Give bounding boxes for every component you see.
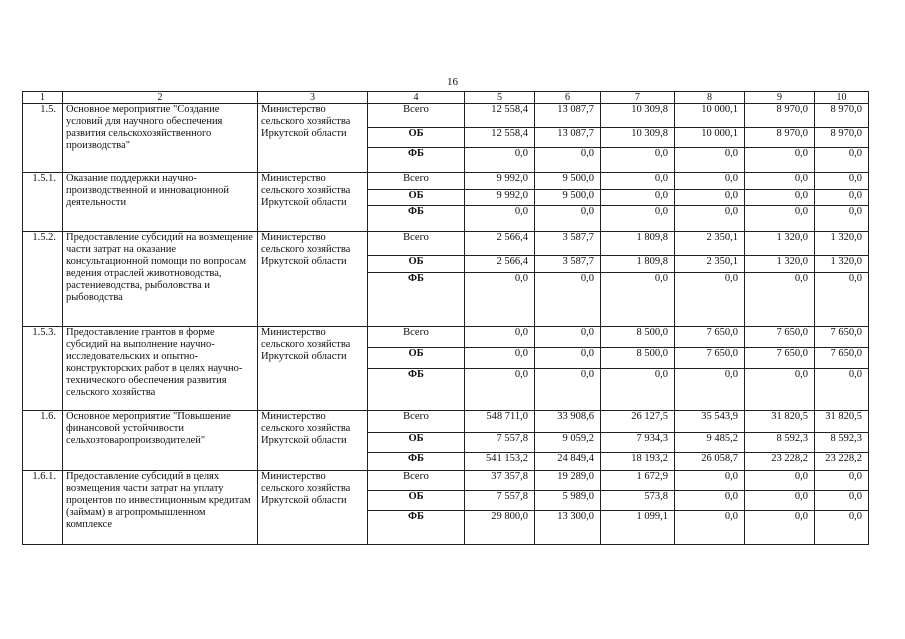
funding-source: ФБ: [368, 148, 465, 173]
value-cell: 1 320,0: [815, 232, 869, 256]
value-cell: 0,0: [675, 511, 745, 545]
value-cell: 0,0: [535, 273, 601, 327]
header-cell: 2: [63, 92, 258, 104]
item-executor: Министерство сельского хозяйства Иркутской области: [258, 232, 368, 327]
header-cell: 8: [675, 92, 745, 104]
funding-source: Всего: [368, 327, 465, 348]
value-cell: 0,0: [675, 273, 745, 327]
header-cell: 9: [745, 92, 815, 104]
value-cell: 0,0: [535, 348, 601, 369]
header-cell: 4: [368, 92, 465, 104]
value-cell: 26 058,7: [675, 453, 745, 471]
header-cell: 1: [23, 92, 63, 104]
value-cell: 0,0: [465, 369, 535, 411]
value-cell: 13 300,0: [535, 511, 601, 545]
value-cell: 8 970,0: [745, 128, 815, 148]
value-cell: 9 992,0: [465, 190, 535, 206]
table-row: [23, 411, 869, 433]
header-cell: 10: [815, 92, 869, 104]
value-cell: 8 592,3: [745, 433, 815, 453]
value-cell: 0,0: [535, 327, 601, 348]
value-cell: 37 357,8: [465, 471, 535, 491]
funding-source: ОБ: [368, 190, 465, 206]
value-cell: 0,0: [675, 471, 745, 491]
value-cell: 2 566,4: [465, 232, 535, 256]
value-cell: 0,0: [535, 148, 601, 173]
value-cell: 8 500,0: [601, 348, 675, 369]
item-name: Оказание поддержки научно-производственной и инновационной деятельности: [63, 173, 258, 232]
value-cell: 33 908,6: [535, 411, 601, 433]
value-cell: 10 000,1: [675, 104, 745, 128]
funding-source: Всего: [368, 173, 465, 190]
value-cell: 3 587,7: [535, 232, 601, 256]
value-cell: 8 970,0: [815, 104, 869, 128]
value-cell: 7 934,3: [601, 433, 675, 453]
value-cell: 0,0: [465, 273, 535, 327]
funding-source: ФБ: [368, 453, 465, 471]
funding-source: ФБ: [368, 273, 465, 327]
value-cell: 7 557,8: [465, 491, 535, 511]
value-cell: 0,0: [675, 369, 745, 411]
value-cell: 548 711,0: [465, 411, 535, 433]
value-cell: 1 320,0: [745, 232, 815, 256]
header-cell: 3: [258, 92, 368, 104]
value-cell: 3 587,7: [535, 256, 601, 273]
funding-source: ОБ: [368, 128, 465, 148]
value-cell: 0,0: [815, 173, 869, 190]
value-cell: 0,0: [815, 369, 869, 411]
value-cell: 9 485,2: [675, 433, 745, 453]
program-table: [22, 91, 869, 545]
value-cell: 8 592,3: [815, 433, 869, 453]
value-cell: 0,0: [601, 148, 675, 173]
value-cell: 9 059,2: [535, 433, 601, 453]
item-name: Предоставление грантов в форме субсидий на выполнение научно-исследовательских и опытно-конструкторских работ в целях научно-технического обеспечения развития сельского хозяйства: [63, 327, 258, 411]
value-cell: 1 809,8: [601, 256, 675, 273]
item-code: 1.6.1.: [23, 471, 63, 545]
funding-source: ОБ: [368, 348, 465, 369]
value-cell: 573,8: [601, 491, 675, 511]
header-row: [23, 92, 869, 104]
value-cell: 23 228,2: [815, 453, 869, 471]
value-cell: 0,0: [745, 206, 815, 232]
value-cell: 24 849,4: [535, 453, 601, 471]
value-cell: 9 500,0: [535, 173, 601, 190]
value-cell: 10 000,1: [675, 128, 745, 148]
value-cell: 0,0: [815, 206, 869, 232]
header-cell: 5: [465, 92, 535, 104]
funding-source: ФБ: [368, 206, 465, 232]
value-cell: 0,0: [745, 148, 815, 173]
value-cell: 23 228,2: [745, 453, 815, 471]
item-code: 1.5.2.: [23, 232, 63, 327]
value-cell: 0,0: [601, 206, 675, 232]
item-executor: Министерство сельского хозяйства Иркутской области: [258, 104, 368, 173]
item-name: Основное мероприятие "Повышение финансовой устойчивости сельхозтоваропроизводителей": [63, 411, 258, 471]
item-executor: Министерство сельского хозяйства Иркутской области: [258, 411, 368, 471]
item-code: 1.5.: [23, 104, 63, 173]
value-cell: 1 099,1: [601, 511, 675, 545]
value-cell: 9 992,0: [465, 173, 535, 190]
table-row: [23, 232, 869, 256]
value-cell: 7 650,0: [815, 327, 869, 348]
item-code: 1.5.3.: [23, 327, 63, 411]
funding-source: ОБ: [368, 433, 465, 453]
value-cell: 7 650,0: [675, 327, 745, 348]
value-cell: 7 650,0: [815, 348, 869, 369]
value-cell: 13 087,7: [535, 128, 601, 148]
value-cell: 10 309,8: [601, 104, 675, 128]
item-executor: Министерство сельского хозяйства Иркутской области: [258, 173, 368, 232]
table-row: [23, 327, 869, 348]
value-cell: 29 800,0: [465, 511, 535, 545]
value-cell: 0,0: [745, 190, 815, 206]
value-cell: 7 650,0: [745, 327, 815, 348]
value-cell: 0,0: [601, 273, 675, 327]
value-cell: 2 566,4: [465, 256, 535, 273]
value-cell: 0,0: [601, 369, 675, 411]
value-cell: 1 809,8: [601, 232, 675, 256]
value-cell: 13 087,7: [535, 104, 601, 128]
value-cell: 31 820,5: [815, 411, 869, 433]
value-cell: 10 309,8: [601, 128, 675, 148]
value-cell: 18 193,2: [601, 453, 675, 471]
item-name: Основное мероприятие "Создание условий для научного обеспечения развития сельскохозяйственного производства": [63, 104, 258, 173]
value-cell: 12 558,4: [465, 128, 535, 148]
table-body: [23, 92, 869, 545]
value-cell: 0,0: [601, 173, 675, 190]
value-cell: 0,0: [675, 190, 745, 206]
value-cell: 8 970,0: [745, 104, 815, 128]
value-cell: 0,0: [815, 511, 869, 545]
value-cell: 2 350,1: [675, 256, 745, 273]
funding-source: ОБ: [368, 491, 465, 511]
value-cell: 0,0: [675, 173, 745, 190]
table-row: [23, 104, 869, 128]
value-cell: 0,0: [745, 491, 815, 511]
value-cell: 1 320,0: [745, 256, 815, 273]
item-name: Предоставление субсидий в целях возмещения части затрат на уплату процентов по инвестиционным кредитам (займам) в агропромышленном комплексе: [63, 471, 258, 545]
value-cell: 0,0: [745, 511, 815, 545]
header-cell: 7: [601, 92, 675, 104]
value-cell: 9 500,0: [535, 190, 601, 206]
funding-source: Всего: [368, 471, 465, 491]
value-cell: 35 543,9: [675, 411, 745, 433]
value-cell: 0,0: [601, 190, 675, 206]
value-cell: 0,0: [535, 206, 601, 232]
funding-source: Всего: [368, 232, 465, 256]
value-cell: 0,0: [815, 491, 869, 511]
value-cell: 7 557,8: [465, 433, 535, 453]
value-cell: 0,0: [745, 369, 815, 411]
value-cell: 2 350,1: [675, 232, 745, 256]
value-cell: 1 320,0: [815, 256, 869, 273]
value-cell: 0,0: [535, 369, 601, 411]
value-cell: 0,0: [465, 348, 535, 369]
value-cell: 26 127,5: [601, 411, 675, 433]
table-row: [23, 471, 869, 491]
value-cell: 0,0: [465, 148, 535, 173]
funding-source: ФБ: [368, 511, 465, 545]
table-row: [23, 173, 869, 190]
value-cell: 0,0: [745, 273, 815, 327]
funding-source: Всего: [368, 411, 465, 433]
header-cell: 6: [535, 92, 601, 104]
funding-source: ОБ: [368, 256, 465, 273]
value-cell: 7 650,0: [745, 348, 815, 369]
value-cell: 0,0: [815, 148, 869, 173]
value-cell: 0,0: [465, 327, 535, 348]
value-cell: 0,0: [745, 471, 815, 491]
value-cell: 7 650,0: [675, 348, 745, 369]
item-name: Предоставление субсидий на возмещение части затрат на оказание консультационной помощи по вопросам ведения отраслей животноводства, растениеводства, рыболовства и рыбоводства: [63, 232, 258, 327]
item-code: 1.5.1.: [23, 173, 63, 232]
funding-source: ФБ: [368, 369, 465, 411]
value-cell: 0,0: [815, 190, 869, 206]
value-cell: 1 672,9: [601, 471, 675, 491]
value-cell: 12 558,4: [465, 104, 535, 128]
page-number: 16: [447, 76, 458, 88]
value-cell: 0,0: [675, 206, 745, 232]
item-executor: Министерство сельского хозяйства Иркутской области: [258, 471, 368, 545]
item-code: 1.6.: [23, 411, 63, 471]
value-cell: 31 820,5: [745, 411, 815, 433]
value-cell: 0,0: [745, 173, 815, 190]
value-cell: 8 970,0: [815, 128, 869, 148]
value-cell: 0,0: [675, 491, 745, 511]
value-cell: 19 289,0: [535, 471, 601, 491]
value-cell: 541 153,2: [465, 453, 535, 471]
value-cell: 0,0: [675, 148, 745, 173]
value-cell: 5 989,0: [535, 491, 601, 511]
value-cell: 0,0: [815, 471, 869, 491]
item-executor: Министерство сельского хозяйства Иркутской области: [258, 327, 368, 411]
value-cell: 0,0: [465, 206, 535, 232]
funding-source: Всего: [368, 104, 465, 128]
value-cell: 8 500,0: [601, 327, 675, 348]
value-cell: 0,0: [815, 273, 869, 327]
